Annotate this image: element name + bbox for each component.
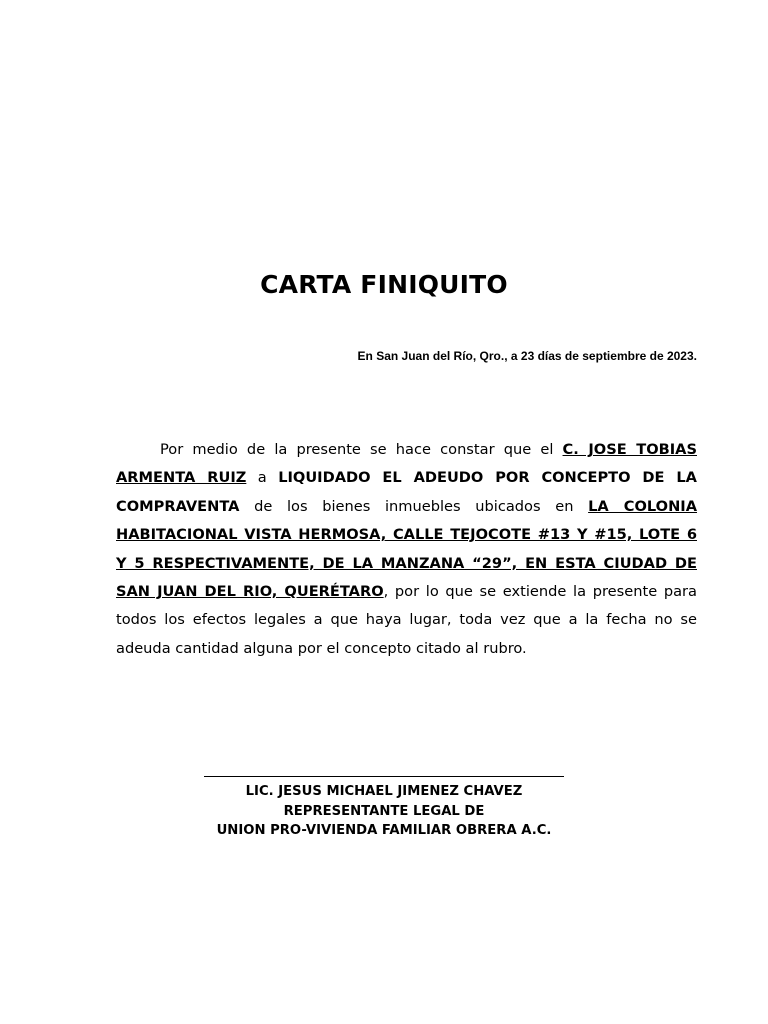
signatory-organization: UNION PRO-VIVIENDA FAMILIAR OBRERA A.C. bbox=[216, 823, 552, 838]
recipient-name: C. JOSE TOBIAS ARMENTA RUIZ bbox=[116, 441, 697, 487]
signature-line bbox=[204, 762, 564, 777]
document-title: CARTA FINIQUITO bbox=[260, 270, 508, 299]
settlement-concept: LIQUIDADO EL ADEUDO POR CONCEPTO DE LA COMPRAVENTA bbox=[116, 469, 697, 515]
body-paragraph bbox=[116, 436, 697, 663]
body-text-property-intro: de los bienes inmuebles ubicados en bbox=[239, 497, 589, 515]
dateline: En San Juan del Río, Qro., a 23 días de septiembre de 2023. bbox=[357, 349, 697, 363]
signature-block bbox=[0, 762, 768, 841]
signatory-role: REPRESENTANTE LEGAL DE bbox=[283, 803, 485, 819]
body-text-connector: a bbox=[246, 469, 279, 487]
signatory-name: LIC. JESUS MICHAEL JIMENEZ CHAVEZ bbox=[245, 784, 523, 799]
property-location: LA COLONIA HABITACIONAL VISTA HERMOSA, CALLE TEJOCOTE #13 Y #15, LOTE 6 Y 5 RESPECTIVAMENTE, DE LA MANZANA “29”, EN ESTA CIUDAD DE SAN JUAN DEL RIO, QUERÉTARO bbox=[116, 497, 698, 601]
body-text-intro: Por medio de la presente se hace constar que el bbox=[160, 441, 563, 458]
body-text-closing: , por lo que se extiende la presente para todos los efectos legales a que haya lugar, toda vez que a la fecha no se adeuda cantidad alguna por el concepto citado al rubro. bbox=[116, 583, 697, 657]
